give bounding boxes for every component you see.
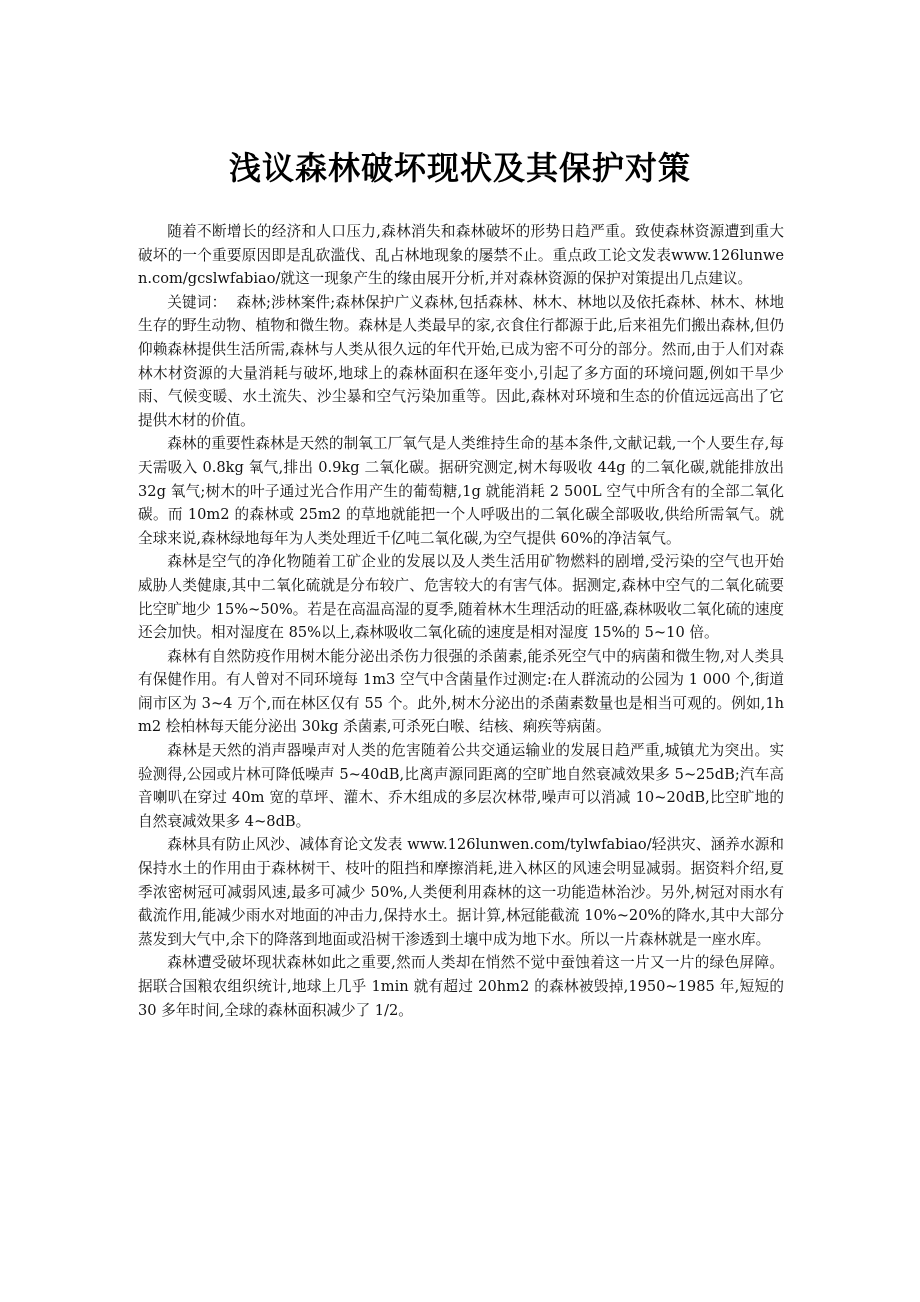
document-title: 浅议森林破坏现状及其保护对策: [228, 149, 691, 187]
body-paragraph-destruction-status: 森林遭受破坏现状森林如此之重要,然而人类却在悄然不觉中蚕蚀着这一片又一片的绿色屏障。据联合国粮农组织统计,地球上几乎 1min 就有超过 20hm2 的森林被毁掉,1950~1985 年,短短的 30 多年时间,全球的森林面积减少了 1/2。: [138, 954, 784, 1019]
abstract-paragraph: 随着不断增长的经济和人口压力,森林消失和森林破坏的形势日趋严重。致使森林资源遭到重大破坏的一个重要原因即是乱砍滥伐、乱占林地现象的屡禁不止。重点政工论文发表www.126lunwen.com/gcslwfabiao/就这一现象产生的缘由展开分析,并对森林资源的保护对策提出几点建议。: [138, 223, 784, 288]
keywords-paragraph: [138, 291, 784, 433]
body-paragraph-air-purification: 森林是空气的净化物随着工矿企业的发展以及人类生活用矿物燃料的剧增,受污染的空气也开始威胁人类健康,其中二氧化硫就是分布较广、危害较大的有害气体。据测定,森林中空气的二氧化硫要比空旷地少 15%~50%。若是在高温高湿的夏季,随着林木生理活动的旺盛,森林吸收二氧化硫的速度还会加快。相对湿度在 85%以上,森林吸收二氧化硫的速度是相对湿度 15%的 5~10 倍。: [138, 553, 784, 642]
body-paragraph-oxygen: 森林的重要性森林是天然的制氧工厂氧气是人类维持生命的基本条件,文献记载,一个人要生存,每天需吸入 0.8kg 氧气,排出 0.9kg 二氧化碳。据研究测定,树木每吸收 44g 的二氧化碳,就能排放出 32g 氧气;树木的叶子通过光合作用产生的葡萄糖,1g 就能消耗 2 500L 空气中所含有的全部二氧化碳。而 10m2 的森林或 25m2 的草地就能把一个人呼吸出的二氧化碳全部吸收,供给所需氧气。就全球来说,森林绿地每年为人类处理近千亿吨二氧化碳,为空气提供 60%的净洁氧气。: [138, 435, 784, 547]
body-paragraph-noise-reduction: 森林是天然的消声器噪声对人类的危害随着公共交通运输业的发展日趋严重,城镇尤为突出。实验测得,公园或片林可降低噪声 5~40dB,比离声源同距离的空旷地自然衰减效果多 5~25dB;汽车高音喇叭在穿过 40m 宽的草坪、灌木、乔木组成的多层次林带,噪声可以消减 10~20dB,比空旷地的自然衰减效果多 4~8dB。: [138, 742, 784, 830]
body-paragraph-epidemic-prevention: 森林有自然防疫作用树木能分泌出杀伤力很强的杀菌素,能杀死空气中的病菌和微生物,对人类具有保健作用。有人曾对不同环境每 1m3 空气中含菌量作过测定:在人群流动的公园为 1 000 个,街道闹市区为 3~4 万个,而在林区仅有 55 个。此外,树木分泌出的杀菌素数量也是相当可观的。例如,1hm2 桧柏林每天能分泌出 30kg 杀菌素,可杀死白喉、结核、痢疾等病菌。: [138, 647, 784, 736]
body-paragraph-wind-water: 森林具有防止风沙、减体育论文发表 www.126lunwen.com/tylwfabiao/轻洪灾、涵养水源和保持水土的作用由于森林树干、枝叶的阻挡和摩擦消耗,进入林区的风速会明显减弱。据资料介绍,夏季浓密树冠可减弱风速,最多可减少 50%,人类便利用森林的这一功能造林治沙。另外,树冠对雨水有截流作用,能减少雨水对地面的冲击力,保持水土。据计算,林冠能截流 10%~20%的降水,其中大部分蒸发到大气中,余下的降落到地面或沿树干渗透到土壤中成为地下水。所以一片森林就是一座水库。: [138, 836, 784, 948]
keywords-text: 森林;涉林案件;森林保护广义森林,包括森林、林木、林地以及依托森林、林木、林地生存的野生动物、植物和微生物。森林是人类最早的家,衣食住行都源于此,后来祖先们搬出森林,但仍仰赖森林提供生活所需,森林与人类从很久远的年代开始,已成为密不可分的部分。然而,由于人们对森林木材资源的大量消耗与破坏,地球上的森林面积在逐年变小,引起了多方面的环境问题,例如干旱少雨、气候变暖、水土流失、沙尘暴和空气污染加重等。因此,森林对环境和生态的价值远远高出了它提供木材的价值。: [138, 293, 784, 429]
document-body: [138, 220, 784, 1022]
keywords-label: 关键词：: [167, 293, 227, 311]
